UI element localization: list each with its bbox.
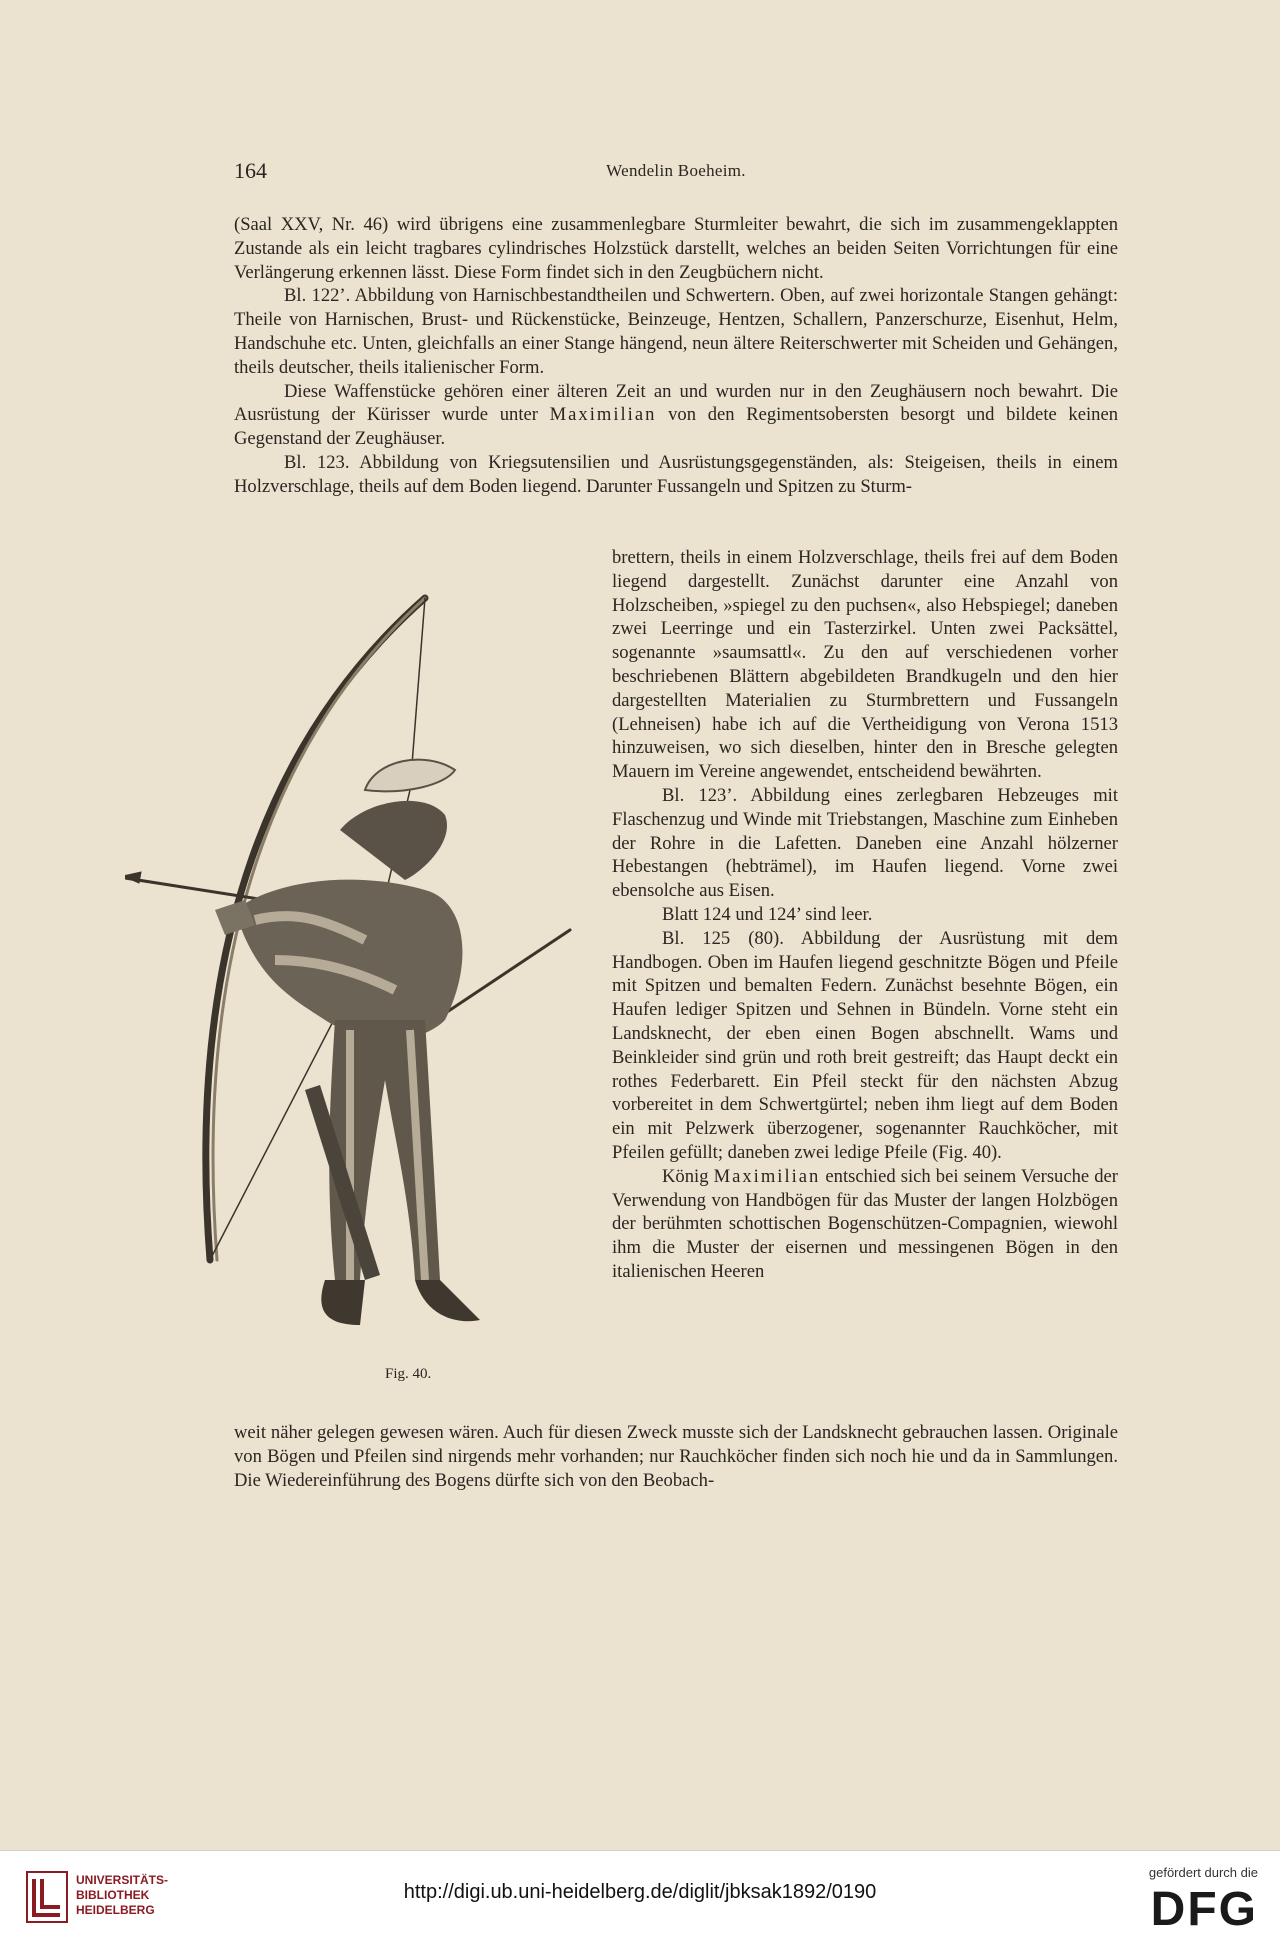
paragraph: Diese Waffenstücke gehören einer älteren Zeit an und wurden nur in den Zeughäusern noch bewahrt. Die Ausrüstung der Kürisser wurde unter Maximilian von den Regimentsobersten besorgt und bildete keinen Gegenstand der Zeughäuser. — [234, 380, 1118, 450]
figure-archer — [125, 580, 595, 1360]
paragraph: König Maximilian entschied sich bei seinem Versuche der Verwendung von Handbögen für das Muster der langen Holzbögen der berühmten schottischen Bogenschützen-Compagnien, wiewohl ihm die Muster der eisernen und messingenen Bögen in den italienischen Heeren — [612, 1165, 1118, 1282]
footer-bar — [0, 1850, 1280, 1942]
paragraph: (Saal XXV, Nr. 46) wird übrigens eine zusammenlegbare Sturmleiter bewahrt, die sich im zusammengeklappten Zustande als ein leicht tragbares cylindrisches Holzstück darstellt, welches an beiden Seiten Vorrichtungen für eine Verlängerung erkennen lässt. Diese Form findet sich in den Zeugbüchern nicht. — [234, 214, 1118, 283]
text-top — [234, 213, 1118, 499]
paragraph: Bl. 125 (80). Abbildung der Ausrüstung mit dem Handbogen. Oben im Haufen liegend geschnitzte Bögen und Pfeile mit Spitzen und bemalten Federn. Zunächst besehnte Bögen, ein Haufen lediger Spitzen und Sehnen in Bündeln. Vorne steht ein Landsknecht, der eben einen Bogen abschnellt. Wams und Beinkleider sind grün und roth breit gestreift; das Haupt deckt ein rothes Federbarett. Ein Pfeil steckt für den nächsten Abzug vorbereitet in dem Schwertgürtel; neben ihm liegt auf dem Boden ein mit Pelzwerk überzogener, sogenannter Rauchköcher, mit Pfeilen gefüllt; daneben zwei ledige Pfeile (Fig. 40). — [612, 927, 1118, 1163]
spaced-name: Maximilian — [713, 1165, 821, 1187]
running-head — [234, 158, 1118, 188]
archer-illustration — [125, 580, 595, 1360]
dfg-logo-icon[interactable]: DFG — [1150, 1883, 1258, 1936]
funding-text: gefördert durch die — [1148, 1865, 1258, 1880]
paragraph: Bl. 123’. Abbildung eines zerlegbaren Hebzeuges mit Flaschenzug und Winde mit Triebstangen, Maschine zum Einheben der Rohre in die Lafetten. Daneben eine Anzahl hölzerner Hebestangen (hebträmel), im Haufen liegend. Vorne zwei ebensolche aus Eisen. — [612, 784, 1118, 902]
header-author: Wendelin Boeheim. — [606, 161, 746, 180]
text-wrap-right — [612, 546, 1118, 1284]
page-number: 164 — [234, 158, 267, 183]
paragraph: Blatt 124 und 124’ sind leer. — [662, 903, 873, 925]
spaced-name: Maximilian — [549, 404, 657, 426]
paragraph: Bl. 122’. Abbildung von Harnischbestandtheilen und Schwertern. Oben, auf zwei horizontale Stangen gehängt: Theile von Harnischen, Brust- und Rückenstücke, Beinzeuge, Hentzen, Schallern, Panzerschurze, Eisenhut, Helm, Handschuhe etc. Unten, gleichfalls an einer Stange hängend, neun ältere Reiterschwerter mit Scheiden und Gehängen, theils deutscher, theils italienischer Form. — [234, 285, 1118, 378]
text-bottom — [234, 1421, 1118, 1492]
paragraph: weit näher gelegen gewesen wären. Auch für diesen Zweck musste sich der Landsknecht gebrauchen lassen. Originale von Bögen und Pfeilen sind nirgends mehr vorhanden; nur Rauchköcher finden sich noch hie und da in Sammlungen. Die Wiedereinführung des Bogens dürfte sich von den Beobach- — [234, 1422, 1118, 1491]
figure-caption: Fig. 40. — [385, 1366, 432, 1382]
paragraph: brettern, theils in einem Holzverschlage, theils frei auf dem Boden liegend dargestellt. Zunächst darunter eine Anzahl von Holzscheiben, »spiegel zu den puchsen«, also Hebspiegel; daneben zwei Leerringe und ein Tasterzirkel. Unten zwei Packsättel, sogenannte »saumsattl«. Zu den auf verschiedenen vorher beschriebenen Blättern abgebildeten Brandkugeln und den hier dargestellten Materialien zu Sturmbrettern und Fussangeln (Lehneisen) habe ich auf die Vertheidigung von Verona 1513 hinzuweisen, wo sich dieselben, hinter den in Bresche gelegten Mauern im Vereine angewendet, entscheidend bewährten. — [612, 547, 1118, 783]
university-library-name[interactable]: UNIVERSITÄTS- BIBLIOTHEK HEIDELBERG — [76, 1873, 169, 1917]
paragraph: Bl. 123. Abbildung von Kriegsutensilien und Ausrüstungsgegenständen, als: Steigeisen, theils in einem Holzverschlage, theils auf dem Boden liegend. Darunter Fussangeln und Spitzen zu Sturm- — [234, 451, 1118, 497]
permalink-url[interactable]: http://digi.ub.uni-heidelberg.de/diglit/jbksak1892/0190 — [403, 1881, 877, 1903]
